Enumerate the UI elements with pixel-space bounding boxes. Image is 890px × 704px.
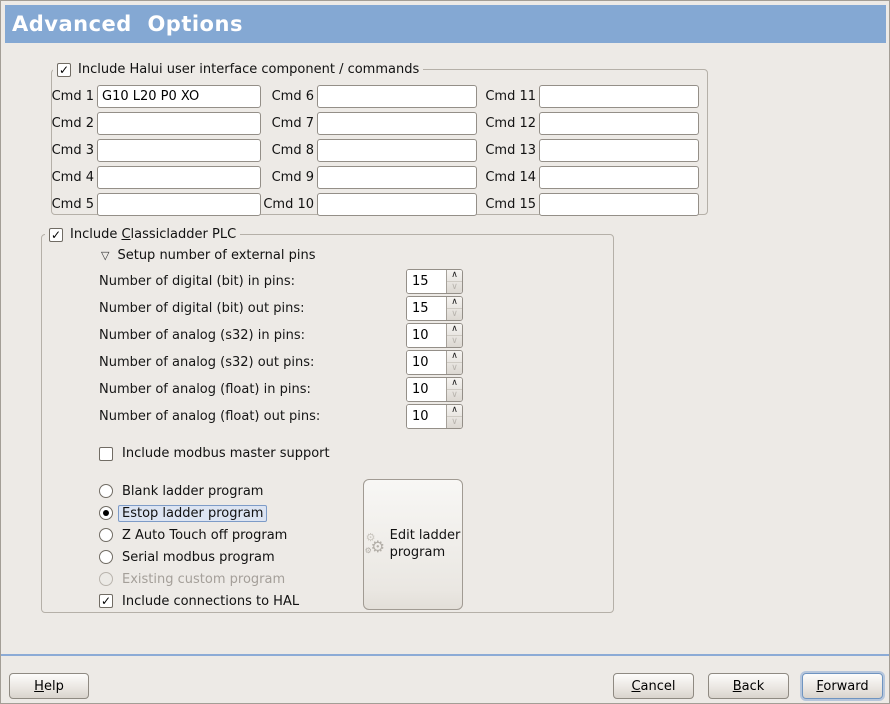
- halui-checkbox[interactable]: ✓: [58, 62, 70, 77]
- cmd-5-input[interactable]: [97, 193, 261, 216]
- cmd-2-label: Cmd 2: [51, 116, 94, 131]
- analog-float-out-row: [99, 403, 463, 430]
- radio-blank-ladder[interactable]: [99, 480, 299, 502]
- analog-float-in-value[interactable]: [407, 378, 446, 401]
- page-title: Advanced Options: [12, 12, 243, 36]
- cmd-15-input[interactable]: [539, 193, 699, 216]
- spin-down-icon[interactable]: ∨: [447, 416, 462, 428]
- cmd-14-input[interactable]: [539, 166, 699, 189]
- modbus-checkbox-row[interactable]: [99, 446, 330, 461]
- spin-down-icon[interactable]: ∨: [447, 362, 462, 374]
- spin-down-icon[interactable]: ∨: [447, 308, 462, 320]
- cmd-4-label: Cmd 4: [51, 170, 94, 185]
- cmd-1-input[interactable]: [97, 85, 261, 108]
- digital-out-row: [99, 295, 463, 322]
- digital-in-spinbox: [406, 269, 463, 294]
- radio-icon[interactable]: [99, 550, 113, 564]
- spin-up-icon[interactable]: ∧: [451, 405, 458, 415]
- forward-button[interactable]: Forward: [802, 673, 883, 699]
- radio-label: Z Auto Touch off program: [122, 527, 288, 543]
- cmd-6-input[interactable]: [317, 85, 477, 108]
- cmd-3-label: Cmd 3: [51, 143, 94, 158]
- radio-icon[interactable]: [99, 528, 113, 542]
- hal-connections-checkbox[interactable]: ✓: [100, 594, 112, 608]
- radio-icon[interactable]: [99, 484, 113, 498]
- cmd-1-label: Cmd 1: [51, 89, 94, 104]
- analog-s32-out-row: [99, 349, 463, 376]
- cmd-7-input[interactable]: [317, 112, 477, 135]
- cmd-2-input[interactable]: [97, 112, 261, 135]
- analog-s32-out-label: Number of analog (s32) out pins:: [99, 355, 315, 370]
- digital-out-label: Number of digital (bit) out pins:: [99, 301, 305, 316]
- edit-ladder-program-button[interactable]: [363, 479, 463, 610]
- cmd-13-input[interactable]: [539, 139, 699, 162]
- analog-s32-out-spinbox: [406, 350, 463, 375]
- spin-up-icon[interactable]: ∧: [451, 351, 458, 361]
- classicladder-checkbox-label: Include Classicladder PLC: [70, 227, 237, 242]
- analog-float-out-label: Number of analog (float) out pins:: [99, 409, 321, 424]
- cmd-13-label: Cmd 13: [485, 143, 536, 158]
- digital-in-row: [99, 268, 463, 295]
- spin-up-icon[interactable]: ∧: [451, 270, 458, 280]
- analog-s32-out-value[interactable]: [407, 351, 446, 374]
- cmd-6-label: Cmd 6: [271, 89, 314, 104]
- radio-label: Existing custom program: [122, 571, 286, 587]
- analog-s32-in-row: [99, 322, 463, 349]
- radio-existing-custom: [99, 568, 299, 590]
- cmd-10-input[interactable]: [317, 193, 477, 216]
- cmd-3-input[interactable]: [97, 139, 261, 162]
- hal-connections-row[interactable]: [99, 590, 299, 612]
- pin-count-rows: [99, 268, 463, 430]
- analog-float-in-spinbox: [406, 377, 463, 402]
- digital-in-label: Number of digital (bit) in pins:: [99, 274, 296, 289]
- expander-open-icon: ▽: [101, 249, 110, 262]
- gears-icon: ⚙ ⚙ ⚙: [364, 530, 385, 556]
- cmd-5-label: Cmd 5: [51, 197, 94, 212]
- hal-connections-label: Include connections to HAL: [122, 593, 300, 609]
- cmd-9-input[interactable]: [317, 166, 477, 189]
- digital-out-value[interactable]: [407, 297, 446, 320]
- help-button[interactable]: Help: [9, 673, 89, 699]
- cmd-8-input[interactable]: [317, 139, 477, 162]
- cmd-14-label: Cmd 14: [485, 170, 536, 185]
- spin-up-icon[interactable]: ∧: [451, 297, 458, 307]
- halui-frame-header: [53, 61, 423, 78]
- expander-label: Setup number of external pins: [117, 248, 316, 263]
- modbus-label: Include modbus master support: [122, 446, 330, 461]
- external-pins-expander[interactable]: [101, 248, 315, 263]
- analog-float-out-spinbox: [406, 404, 463, 429]
- cmd-11-input[interactable]: [539, 85, 699, 108]
- spin-down-icon[interactable]: ∨: [447, 389, 462, 401]
- cmd-7-label: Cmd 7: [271, 116, 314, 131]
- halui-checkbox-label: Include Halui user interface component / commands: [78, 62, 420, 77]
- radio-serial-modbus[interactable]: [99, 546, 299, 568]
- analog-float-in-row: [99, 376, 463, 403]
- analog-float-out-value[interactable]: [407, 405, 446, 428]
- halui-cmd-grid: [51, 83, 699, 218]
- back-button[interactable]: Back: [708, 673, 789, 699]
- cmd-15-label: Cmd 15: [485, 197, 536, 212]
- radio-selected-icon[interactable]: [99, 506, 113, 520]
- spin-up-icon[interactable]: ∧: [451, 324, 458, 334]
- digital-out-spinbox: [406, 296, 463, 321]
- cmd-10-label: Cmd 10: [263, 197, 314, 212]
- ladder-program-options: [99, 480, 299, 612]
- classicladder-frame-header: [45, 226, 240, 243]
- radio-label: Serial modbus program: [122, 549, 275, 565]
- radio-z-auto-touch-off[interactable]: [99, 524, 299, 546]
- spin-down-icon[interactable]: ∨: [447, 335, 462, 347]
- cmd-9-label: Cmd 9: [271, 170, 314, 185]
- radio-estop-ladder[interactable]: [99, 502, 299, 524]
- cmd-4-input[interactable]: [97, 166, 261, 189]
- cmd-12-input[interactable]: [539, 112, 699, 135]
- modbus-checkbox[interactable]: [99, 447, 113, 461]
- analog-s32-in-label: Number of analog (s32) in pins:: [99, 328, 305, 343]
- cmd-8-label: Cmd 8: [271, 143, 314, 158]
- cmd-12-label: Cmd 12: [485, 116, 536, 131]
- analog-s32-in-value[interactable]: [407, 324, 446, 347]
- page-header: [5, 5, 886, 43]
- spin-down-icon[interactable]: ∨: [447, 281, 462, 293]
- cancel-button[interactable]: Cancel: [613, 673, 694, 699]
- footer-separator: [1, 654, 890, 656]
- classicladder-checkbox[interactable]: ✓: [50, 227, 62, 242]
- edit-ladder-button-label: Edit ladder program: [389, 528, 461, 560]
- analog-s32-in-spinbox: [406, 323, 463, 348]
- cmd-11-label: Cmd 11: [485, 89, 536, 104]
- radio-label: Blank ladder program: [122, 483, 264, 499]
- radio-label: Estop ladder program: [118, 505, 267, 522]
- spin-up-icon[interactable]: ∧: [451, 378, 458, 388]
- digital-in-value[interactable]: [407, 270, 446, 293]
- radio-disabled-icon: [99, 572, 113, 586]
- analog-float-in-label: Number of analog (float) in pins:: [99, 382, 311, 397]
